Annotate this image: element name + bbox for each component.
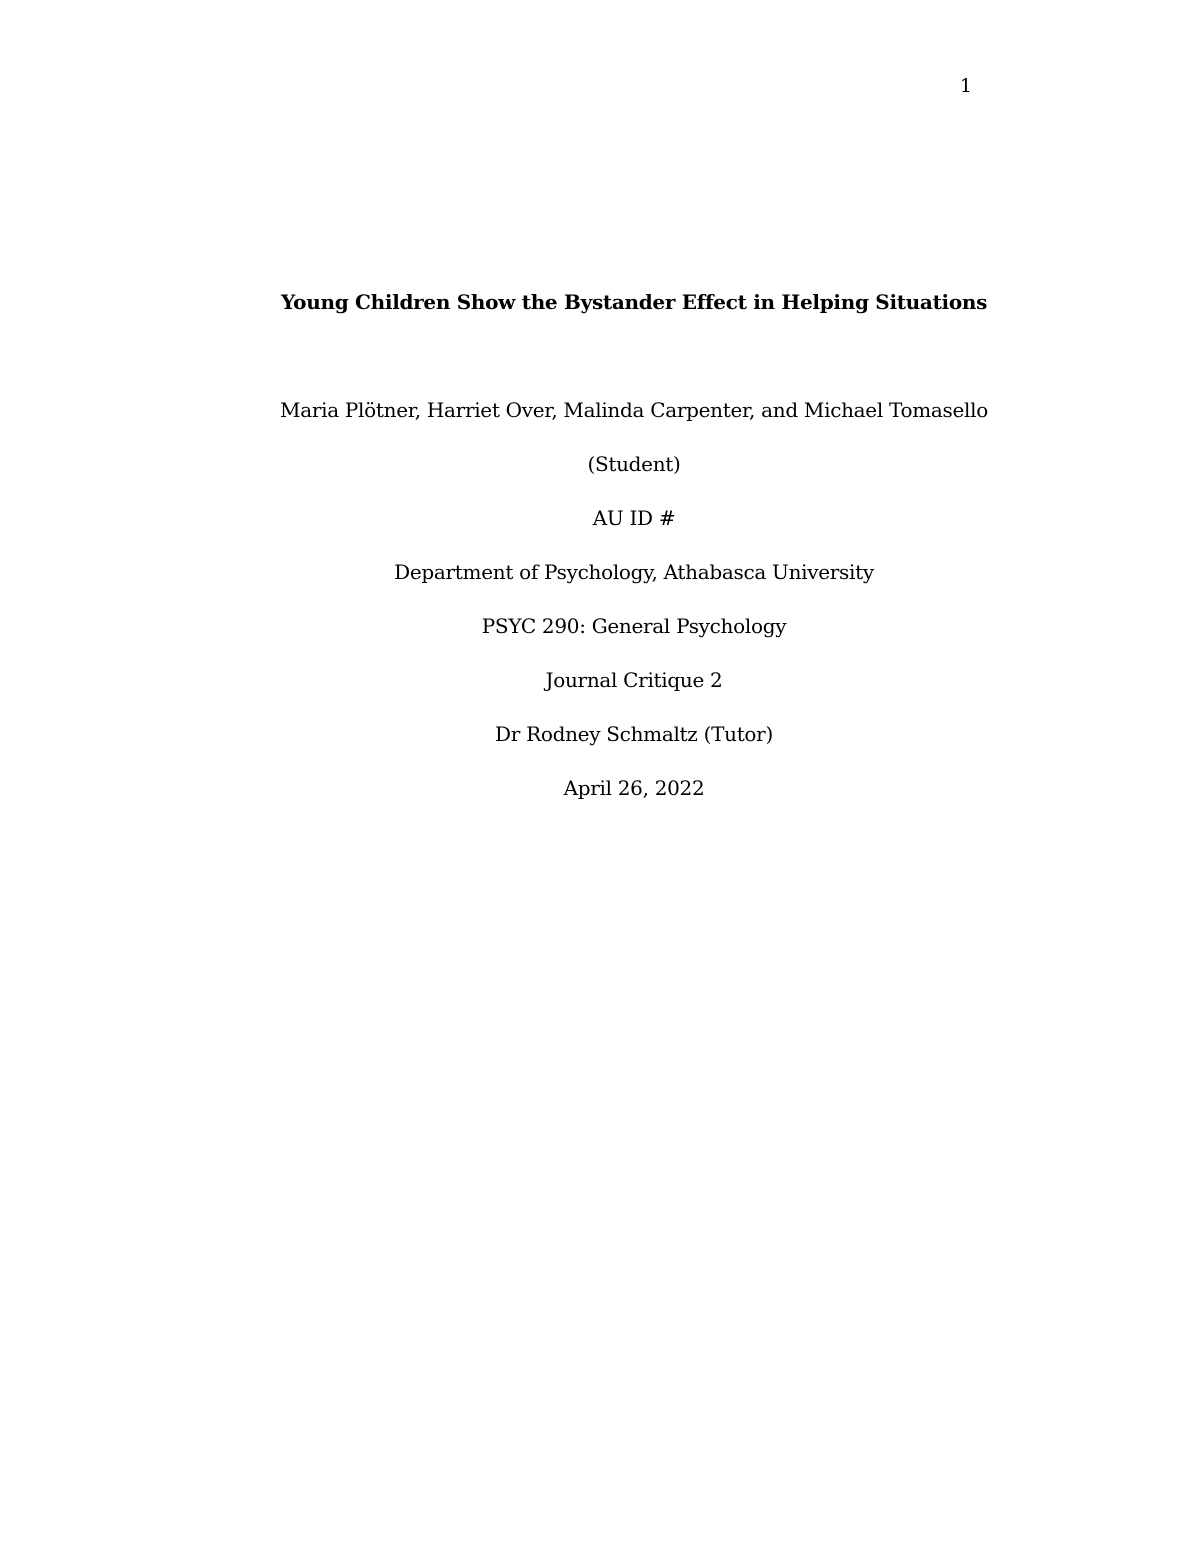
department-line: Department of Psychology, Athabasca University <box>394 560 874 584</box>
course-line: PSYC 290: General Psychology <box>481 614 787 638</box>
tutor-line: Dr Rodney Schmaltz (Tutor) <box>495 722 773 746</box>
student-line: (Student) <box>587 452 681 476</box>
page-number: 1 <box>959 75 972 97</box>
author-line: Maria Plötner, Harriet Over, Malinda Carpenter, and Michael Tomasello <box>280 398 988 422</box>
title-page-details <box>0 396 1200 828</box>
assignment-line: Journal Critique 2 <box>545 668 723 692</box>
au-id-line: AU ID # <box>592 506 676 530</box>
paper-title: Young Children Show the Bystander Effect in Helping Situations <box>280 290 988 314</box>
date-line: April 26, 2022 <box>563 776 705 800</box>
